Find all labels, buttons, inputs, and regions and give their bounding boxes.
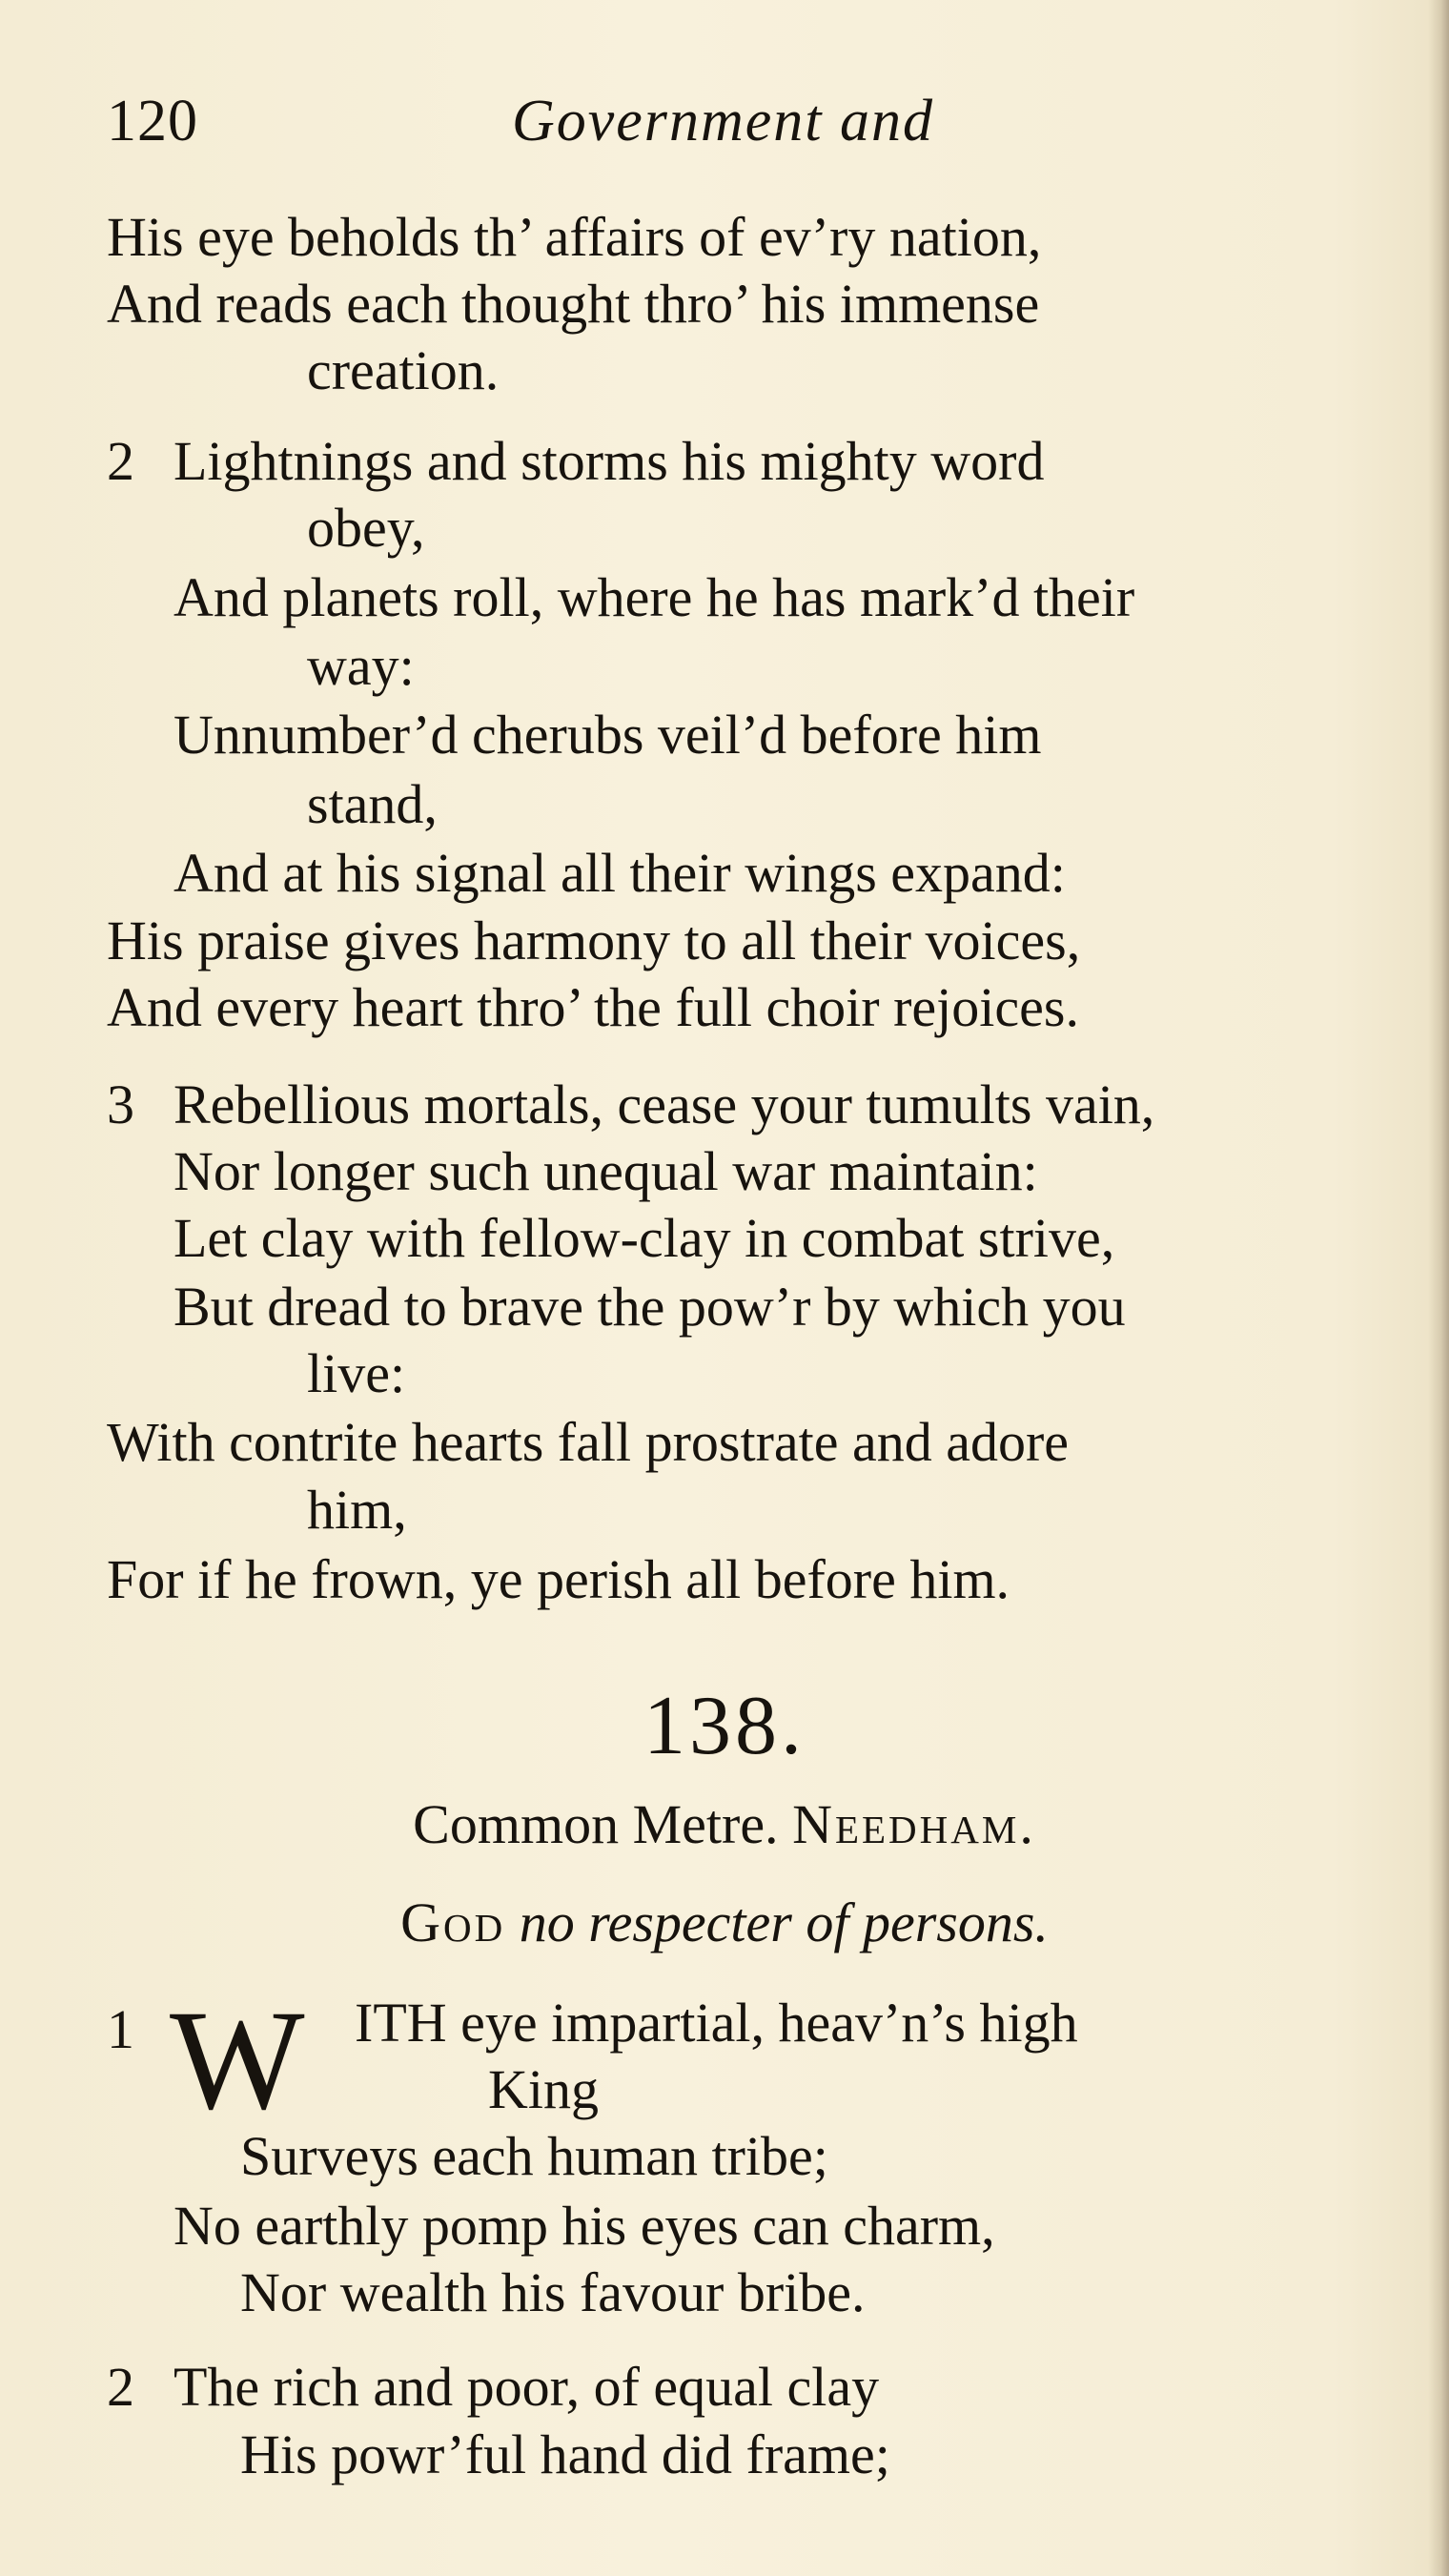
verse-line: And at his signal all their wings expand: <box>173 842 1066 904</box>
verse-line: live: <box>307 1342 406 1404</box>
verse-line: obey, <box>307 497 425 559</box>
verse-number: 2 <box>107 430 134 492</box>
tune-heading <box>0 1792 1449 1856</box>
verse-line: Nor longer such unequal war maintain: <box>173 1140 1038 1202</box>
subject-smallcaps: God <box>400 1891 506 1953</box>
verse-line: His praise gives harmony to all their voices, <box>107 910 1081 971</box>
verse-line: And reads each thought thro’ his immense <box>107 273 1040 335</box>
page-number: 120 <box>107 89 198 153</box>
verse-line: But dread to brave the pow’r by which you <box>173 1276 1126 1338</box>
verse-line: Nor wealth his favour bribe. <box>240 2261 866 2323</box>
verse-line: ITH eye impartial, heav’n’s high <box>355 1992 1078 2054</box>
verse-number: 3 <box>107 1073 134 1135</box>
verse-line: And every heart thro’ the full choir rejoices. <box>107 976 1079 1038</box>
verse-line: Unnumber’d cherubs veil’d before him <box>173 704 1042 766</box>
subject-italic: no respecter of persons. <box>519 1891 1049 1953</box>
verse-line: King <box>488 2058 599 2120</box>
verse-line: For if he frown, ye perish all before him. <box>107 1548 1010 1610</box>
verse-line: way: <box>307 635 415 697</box>
metre-label: Common Metre. <box>413 1793 779 1855</box>
page-edge-shadow <box>1428 0 1449 2576</box>
verse-line: His eye beholds th’ affairs of ev’ry nation, <box>107 206 1042 268</box>
verse-line: him, <box>307 1479 407 1541</box>
verse-line: Lightnings and storms his mighty word <box>173 430 1045 492</box>
subject-heading <box>0 1891 1449 1954</box>
page-header <box>107 88 1384 154</box>
verse-line: With contrite hearts fall prostrate and adore <box>107 1411 1070 1473</box>
running-head: Government and <box>512 89 934 153</box>
drop-cap: W <box>170 1981 299 2139</box>
tune-name: Needham. <box>792 1793 1036 1855</box>
verse-number: 2 <box>107 2356 134 2418</box>
verse-line: No earthly pomp his eyes can charm, <box>173 2195 995 2257</box>
verse-line: Surveys each human tribe; <box>240 2125 828 2187</box>
verse-line: creation. <box>307 339 500 401</box>
verse-line: stand, <box>307 773 438 835</box>
hymn-number: 138. <box>643 1680 806 1772</box>
verse-line: And planets roll, where he has mark’d their <box>173 566 1135 628</box>
verse-number: 1 <box>107 1998 134 2060</box>
verse-line: Rebellious mortals, cease your tumults vain, <box>173 1073 1155 1135</box>
verse-line: His powr’ful hand did frame; <box>240 2423 890 2485</box>
verse-line: The rich and poor, of equal clay <box>173 2356 880 2418</box>
verse-line: Let clay with fellow-clay in combat strive, <box>173 1207 1115 1269</box>
